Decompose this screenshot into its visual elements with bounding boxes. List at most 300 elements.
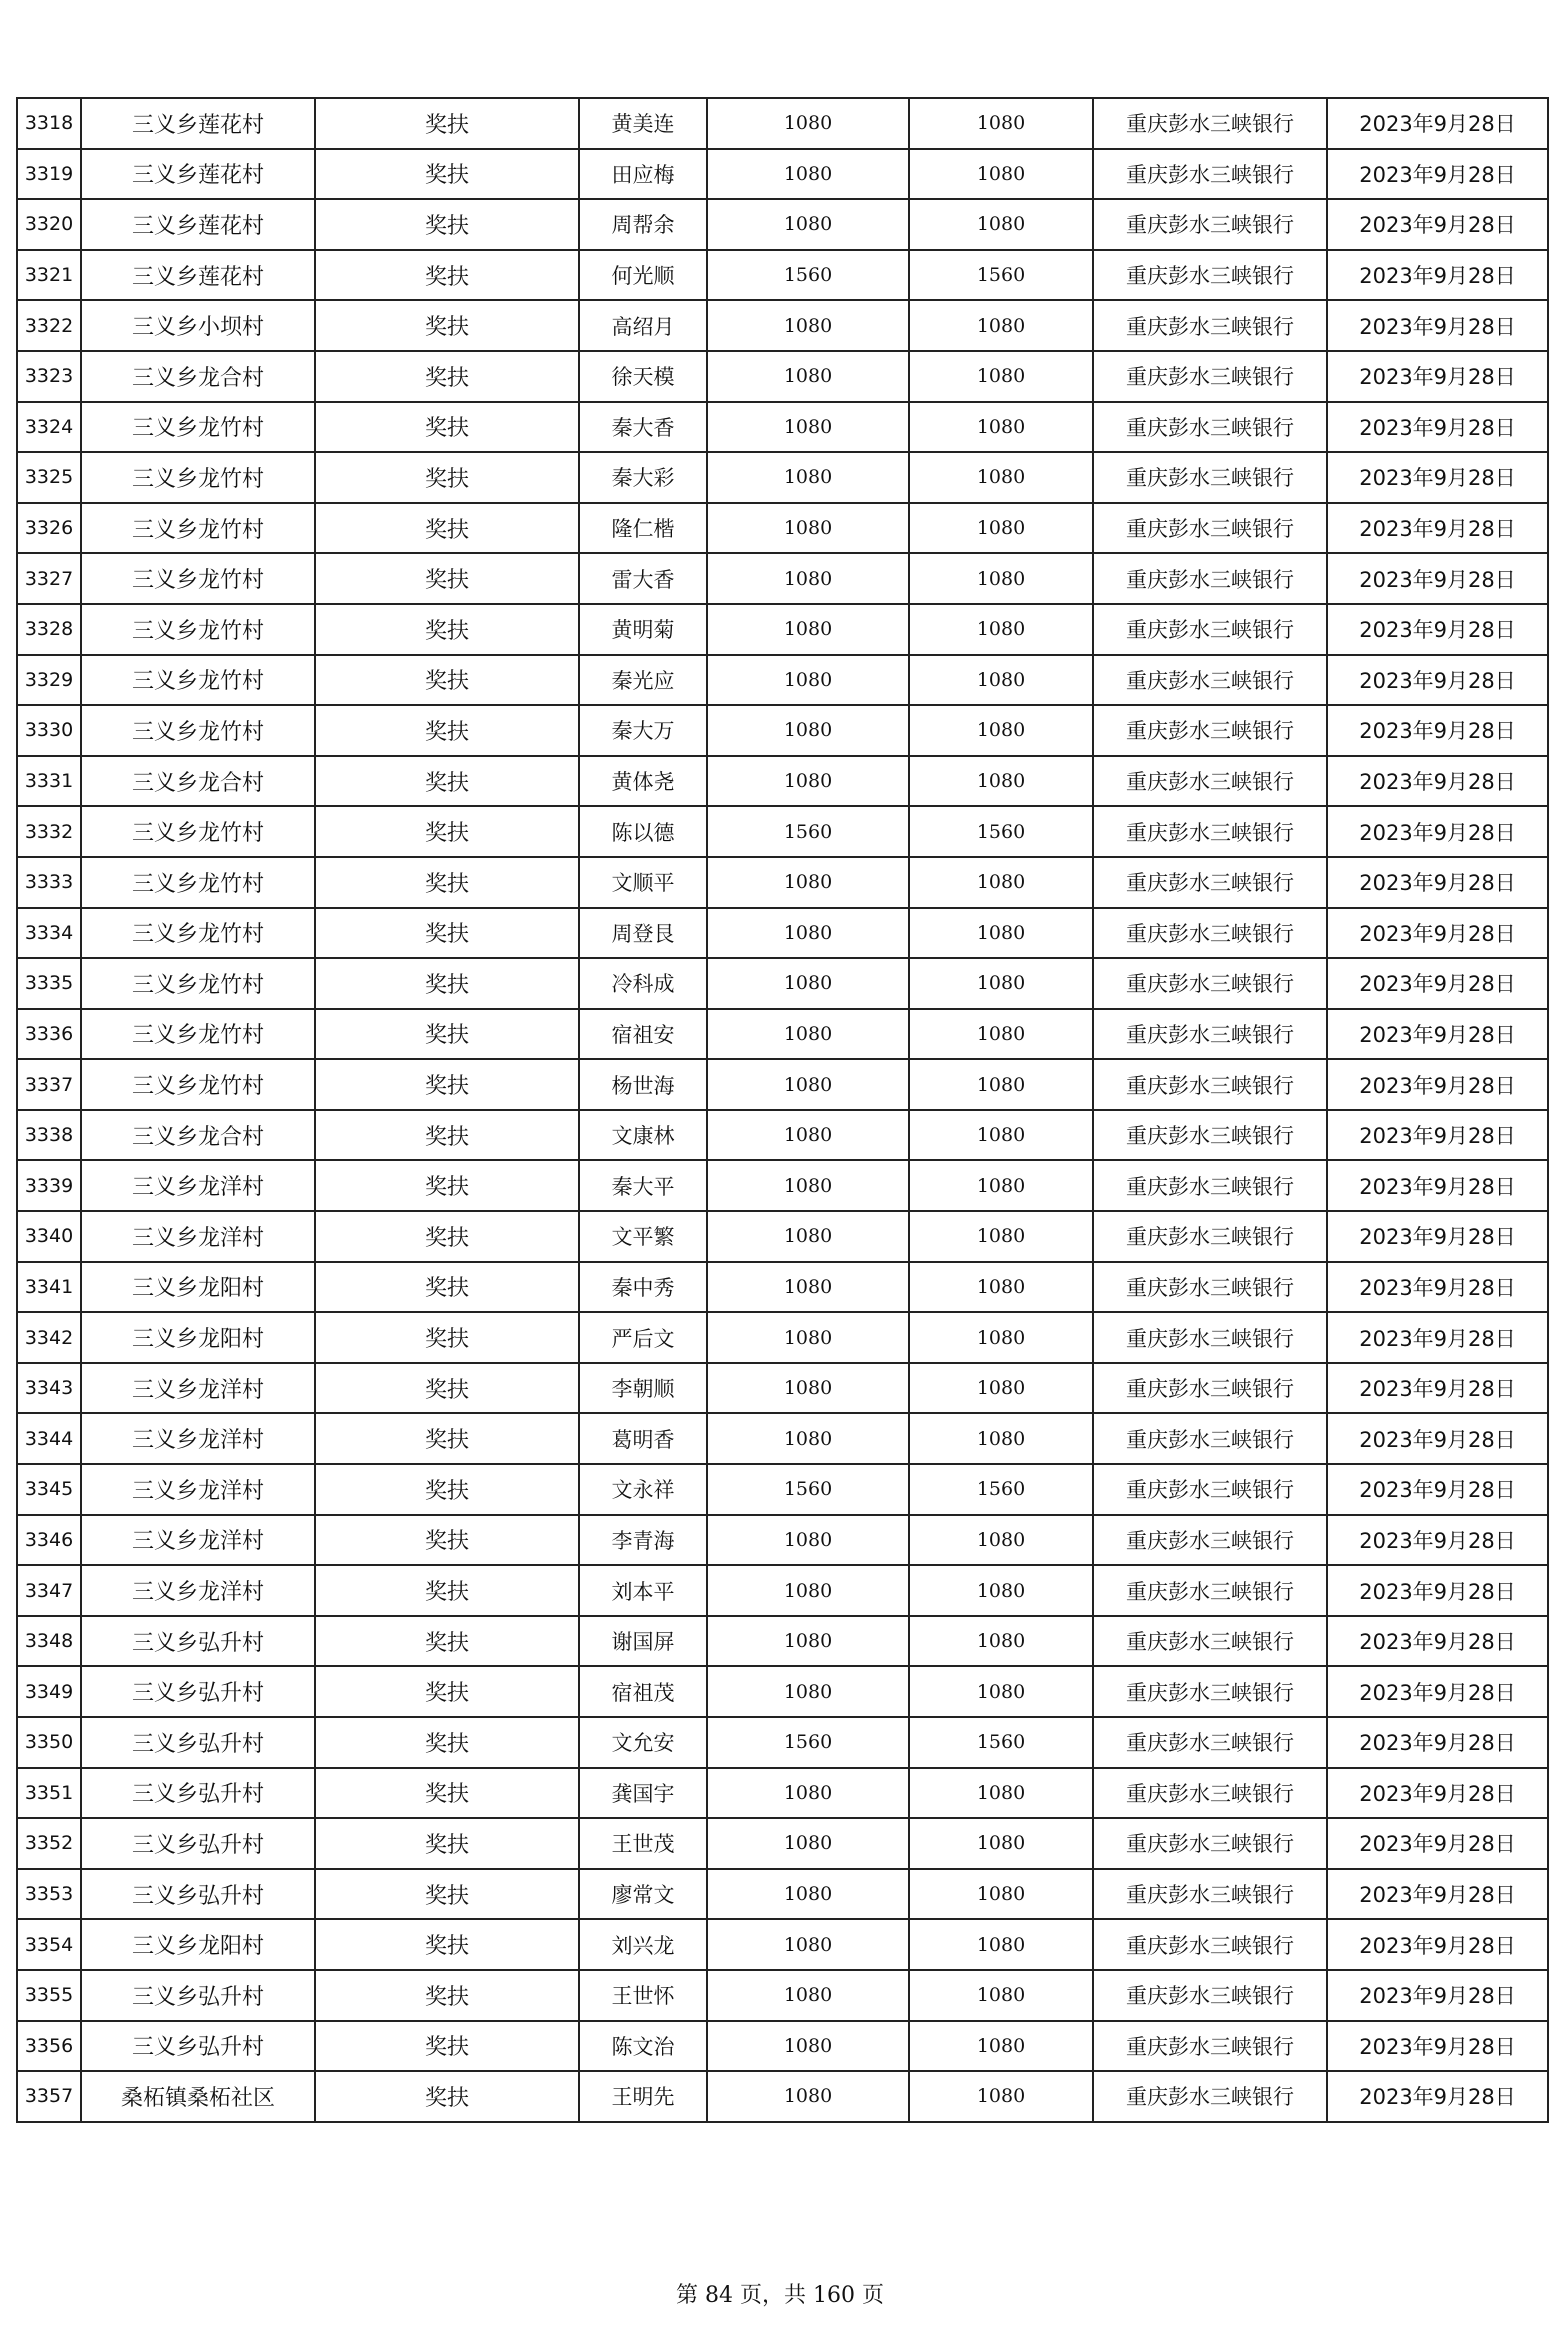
village-cell: 三义乡龙竹村 [81,503,315,554]
amount-cell: 1080 [707,1312,909,1363]
recipient-name-cell: 王世怀 [579,1970,707,2021]
amount-cell: 1080 [707,1869,909,1920]
subsidy-type-cell: 奖扶 [315,98,579,149]
village-cell: 三义乡龙阳村 [81,1919,315,1970]
bank-cell: 重庆彭水三峡银行 [1093,1160,1327,1211]
amount-cell: 1560 [707,250,909,301]
bank-cell: 重庆彭水三峡银行 [1093,1009,1327,1060]
payment-date-cell: 2023年9月28日 [1327,553,1548,604]
recipient-name-cell: 刘本平 [579,1565,707,1616]
record-number-cell: 3335 [17,958,81,1009]
subsidy-type-cell: 奖扶 [315,1919,579,1970]
recipient-name-cell: 黄体尧 [579,756,707,807]
subsidy-type-cell: 奖扶 [315,553,579,604]
village-cell: 三义乡龙洋村 [81,1565,315,1616]
record-number-cell: 3357 [17,2071,81,2122]
amount-cell: 1080 [707,2021,909,2072]
bank-cell: 重庆彭水三峡银行 [1093,806,1327,857]
payment-date-cell: 2023年9月28日 [1327,402,1548,453]
table-row [17,402,1548,453]
recipient-name-cell: 宿祖安 [579,1009,707,1060]
subsidy-type-cell: 奖扶 [315,1869,579,1920]
recipient-name-cell: 秦大香 [579,402,707,453]
subsidy-type-cell: 奖扶 [315,452,579,503]
recipient-name-cell: 宿祖茂 [579,1666,707,1717]
record-number-cell: 3323 [17,351,81,402]
village-cell: 桑柘镇桑柘社区 [81,2071,315,2122]
payment-date-cell: 2023年9月28日 [1327,1666,1548,1717]
subsidy-type-cell: 奖扶 [315,1616,579,1667]
record-number-cell: 3328 [17,604,81,655]
bank-cell: 重庆彭水三峡银行 [1093,1110,1327,1161]
payment-date-cell: 2023年9月28日 [1327,300,1548,351]
table-row [17,1211,1548,1262]
subsidy-type-cell: 奖扶 [315,1009,579,1060]
village-cell: 三义乡龙合村 [81,351,315,402]
recipient-name-cell: 龚国宇 [579,1768,707,1819]
paid-amount-cell: 1080 [909,958,1093,1009]
subsidy-type-cell: 奖扶 [315,1818,579,1869]
bank-cell: 重庆彭水三峡银行 [1093,1818,1327,1869]
recipient-name-cell: 高绍月 [579,300,707,351]
payment-date-cell: 2023年9月28日 [1327,908,1548,959]
subsidy-type-cell: 奖扶 [315,300,579,351]
village-cell: 三义乡莲花村 [81,199,315,250]
amount-cell: 1080 [707,452,909,503]
amount-cell: 1080 [707,1059,909,1110]
recipient-name-cell: 陈文治 [579,2021,707,2072]
recipient-name-cell: 王世茂 [579,1818,707,1869]
paid-amount-cell: 1080 [909,300,1093,351]
subsidy-type-cell: 奖扶 [315,149,579,200]
subsidy-type-cell: 奖扶 [315,2071,579,2122]
recipient-name-cell: 田应梅 [579,149,707,200]
recipient-name-cell: 秦中秀 [579,1262,707,1313]
record-number-cell: 3351 [17,1768,81,1819]
bank-cell: 重庆彭水三峡银行 [1093,1312,1327,1363]
paid-amount-cell: 1080 [909,908,1093,959]
record-number-cell: 3338 [17,1110,81,1161]
village-cell: 三义乡小坝村 [81,300,315,351]
subsidy-type-cell: 奖扶 [315,351,579,402]
subsidy-type-cell: 奖扶 [315,1110,579,1161]
amount-cell: 1080 [707,604,909,655]
record-number-cell: 3333 [17,857,81,908]
bank-cell: 重庆彭水三峡银行 [1093,604,1327,655]
recipient-name-cell: 秦光应 [579,655,707,706]
record-number-cell: 3345 [17,1464,81,1515]
village-cell: 三义乡龙洋村 [81,1515,315,1566]
village-cell: 三义乡龙竹村 [81,604,315,655]
amount-cell: 1080 [707,1413,909,1464]
bank-cell: 重庆彭水三峡银行 [1093,250,1327,301]
recipient-name-cell: 秦大万 [579,705,707,756]
recipient-name-cell: 谢国屏 [579,1616,707,1667]
table-row [17,149,1548,200]
amount-cell: 1080 [707,1919,909,1970]
bank-cell: 重庆彭水三峡银行 [1093,1919,1327,1970]
subsidy-type-cell: 奖扶 [315,1666,579,1717]
table-row [17,655,1548,706]
record-number-cell: 3349 [17,1666,81,1717]
amount-cell: 1080 [707,1768,909,1819]
village-cell: 三义乡龙竹村 [81,705,315,756]
amount-cell: 1080 [707,1363,909,1414]
subsidy-type-cell: 奖扶 [315,806,579,857]
subsidy-type-cell: 奖扶 [315,1413,579,1464]
subsidy-type-cell: 奖扶 [315,1059,579,1110]
recipient-name-cell: 秦大彩 [579,452,707,503]
village-cell: 三义乡弘升村 [81,1970,315,2021]
paid-amount-cell: 1080 [909,98,1093,149]
amount-cell: 1080 [707,705,909,756]
paid-amount-cell: 1080 [909,655,1093,706]
bank-cell: 重庆彭水三峡银行 [1093,199,1327,250]
paid-amount-cell: 1080 [909,1110,1093,1161]
recipient-name-cell: 王明先 [579,2071,707,2122]
table-row [17,958,1548,1009]
record-number-cell: 3344 [17,1413,81,1464]
payment-date-cell: 2023年9月28日 [1327,958,1548,1009]
payment-date-cell: 2023年9月28日 [1327,655,1548,706]
village-cell: 三义乡弘升村 [81,1666,315,1717]
paid-amount-cell: 1080 [909,1515,1093,1566]
bank-cell: 重庆彭水三峡银行 [1093,1464,1327,1515]
table-row [17,1363,1548,1414]
bank-cell: 重庆彭水三峡银行 [1093,300,1327,351]
table-row [17,553,1548,604]
paid-amount-cell: 1080 [909,452,1093,503]
table-row [17,1616,1548,1667]
paid-amount-cell: 1080 [909,1312,1093,1363]
table-row [17,1009,1548,1060]
payment-date-cell: 2023年9月28日 [1327,857,1548,908]
payment-date-cell: 2023年9月28日 [1327,1312,1548,1363]
roster-table [16,97,1549,2123]
record-number-cell: 3353 [17,1869,81,1920]
payment-date-cell: 2023年9月28日 [1327,98,1548,149]
recipient-name-cell: 文平繁 [579,1211,707,1262]
village-cell: 三义乡龙竹村 [81,958,315,1009]
recipient-name-cell: 文允安 [579,1717,707,1768]
bank-cell: 重庆彭水三峡银行 [1093,655,1327,706]
table-row [17,705,1548,756]
village-cell: 三义乡龙洋村 [81,1464,315,1515]
table-row [17,199,1548,250]
payment-date-cell: 2023年9月28日 [1327,1515,1548,1566]
amount-cell: 1080 [707,1616,909,1667]
payment-date-cell: 2023年9月28日 [1327,199,1548,250]
amount-cell: 1560 [707,1717,909,1768]
record-number-cell: 3343 [17,1363,81,1414]
bank-cell: 重庆彭水三峡银行 [1093,402,1327,453]
payment-date-cell: 2023年9月28日 [1327,1464,1548,1515]
subsidy-type-cell: 奖扶 [315,1717,579,1768]
paid-amount-cell: 1080 [909,1059,1093,1110]
paid-amount-cell: 1080 [909,2071,1093,2122]
paid-amount-cell: 1080 [909,705,1093,756]
paid-amount-cell: 1080 [909,2021,1093,2072]
subsidy-type-cell: 奖扶 [315,1211,579,1262]
paid-amount-cell: 1080 [909,1009,1093,1060]
paid-amount-cell: 1080 [909,1666,1093,1717]
record-number-cell: 3348 [17,1616,81,1667]
paid-amount-cell: 1080 [909,1363,1093,1414]
record-number-cell: 3342 [17,1312,81,1363]
bank-cell: 重庆彭水三峡银行 [1093,351,1327,402]
recipient-name-cell: 周登艮 [579,908,707,959]
village-cell: 三义乡龙竹村 [81,908,315,959]
payment-date-cell: 2023年9月28日 [1327,1869,1548,1920]
recipient-name-cell: 隆仁楷 [579,503,707,554]
bank-cell: 重庆彭水三峡银行 [1093,958,1327,1009]
bank-cell: 重庆彭水三峡银行 [1093,1565,1327,1616]
village-cell: 三义乡龙洋村 [81,1413,315,1464]
amount-cell: 1080 [707,351,909,402]
bank-cell: 重庆彭水三峡银行 [1093,756,1327,807]
record-number-cell: 3319 [17,149,81,200]
amount-cell: 1080 [707,1515,909,1566]
page-footer: 第 84 页，共 160 页 [676,2283,884,2308]
paid-amount-cell: 1080 [909,351,1093,402]
record-number-cell: 3339 [17,1160,81,1211]
amount-cell: 1080 [707,1666,909,1717]
village-cell: 三义乡龙竹村 [81,806,315,857]
paid-amount-cell: 1080 [909,604,1093,655]
paid-amount-cell: 1080 [909,503,1093,554]
paid-amount-cell: 1080 [909,199,1093,250]
payment-date-cell: 2023年9月28日 [1327,250,1548,301]
recipient-name-cell: 葛明香 [579,1413,707,1464]
record-number-cell: 3332 [17,806,81,857]
payment-date-cell: 2023年9月28日 [1327,1919,1548,1970]
recipient-name-cell: 刘兴龙 [579,1919,707,1970]
village-cell: 三义乡龙竹村 [81,1059,315,1110]
payment-date-cell: 2023年9月28日 [1327,756,1548,807]
table-row [17,1666,1548,1717]
village-cell: 三义乡弘升村 [81,2021,315,2072]
bank-cell: 重庆彭水三峡银行 [1093,1970,1327,2021]
bank-cell: 重庆彭水三峡银行 [1093,1768,1327,1819]
amount-cell: 1080 [707,2071,909,2122]
paid-amount-cell: 1080 [909,149,1093,200]
village-cell: 三义乡龙竹村 [81,553,315,604]
recipient-name-cell: 文康林 [579,1110,707,1161]
paid-amount-cell: 1080 [909,857,1093,908]
table-row [17,1869,1548,1920]
subsidy-type-cell: 奖扶 [315,1262,579,1313]
bank-cell: 重庆彭水三峡银行 [1093,1616,1327,1667]
recipient-name-cell: 冷科成 [579,958,707,1009]
amount-cell: 1080 [707,300,909,351]
recipient-name-cell: 杨世海 [579,1059,707,1110]
table-row [17,300,1548,351]
table-row [17,1565,1548,1616]
paid-amount-cell: 1560 [909,1717,1093,1768]
record-number-cell: 3352 [17,1818,81,1869]
amount-cell: 1080 [707,756,909,807]
subsidy-type-cell: 奖扶 [315,604,579,655]
bank-cell: 重庆彭水三峡银行 [1093,1413,1327,1464]
table-row [17,1059,1548,1110]
paid-amount-cell: 1080 [909,1919,1093,1970]
payment-date-cell: 2023年9月28日 [1327,806,1548,857]
record-number-cell: 3336 [17,1009,81,1060]
payment-date-cell: 2023年9月28日 [1327,1616,1548,1667]
record-number-cell: 3334 [17,908,81,959]
village-cell: 三义乡弘升村 [81,1768,315,1819]
table-row [17,1262,1548,1313]
paid-amount-cell: 1080 [909,1413,1093,1464]
recipient-name-cell: 黄明菊 [579,604,707,655]
bank-cell: 重庆彭水三峡银行 [1093,908,1327,959]
subsidy-type-cell: 奖扶 [315,655,579,706]
bank-cell: 重庆彭水三峡银行 [1093,1869,1327,1920]
table-row [17,1312,1548,1363]
bank-cell: 重庆彭水三峡银行 [1093,1666,1327,1717]
amount-cell: 1080 [707,655,909,706]
table-row [17,2021,1548,2072]
village-cell: 三义乡龙洋村 [81,1211,315,1262]
table-row [17,1970,1548,2021]
record-number-cell: 3356 [17,2021,81,2072]
bank-cell: 重庆彭水三峡银行 [1093,452,1327,503]
record-number-cell: 3346 [17,1515,81,1566]
record-number-cell: 3322 [17,300,81,351]
paid-amount-cell: 1080 [909,1616,1093,1667]
bank-cell: 重庆彭水三峡银行 [1093,553,1327,604]
record-number-cell: 3340 [17,1211,81,1262]
amount-cell: 1080 [707,1211,909,1262]
subsidy-type-cell: 奖扶 [315,402,579,453]
bank-cell: 重庆彭水三峡银行 [1093,1515,1327,1566]
table-row [17,452,1548,503]
recipient-name-cell: 陈以德 [579,806,707,857]
table-row [17,806,1548,857]
village-cell: 三义乡弘升村 [81,1818,315,1869]
record-number-cell: 3324 [17,402,81,453]
village-cell: 三义乡龙阳村 [81,1262,315,1313]
subsidy-type-cell: 奖扶 [315,250,579,301]
paid-amount-cell: 1080 [909,1869,1093,1920]
payment-date-cell: 2023年9月28日 [1327,1363,1548,1414]
paid-amount-cell: 1080 [909,1768,1093,1819]
village-cell: 三义乡龙阳村 [81,1312,315,1363]
record-number-cell: 3327 [17,553,81,604]
table-row [17,908,1548,959]
table-row [17,98,1548,149]
village-cell: 三义乡莲花村 [81,98,315,149]
bank-cell: 重庆彭水三峡银行 [1093,1059,1327,1110]
village-cell: 三义乡龙竹村 [81,857,315,908]
village-cell: 三义乡龙竹村 [81,452,315,503]
paid-amount-cell: 1080 [909,756,1093,807]
subsidy-type-cell: 奖扶 [315,1464,579,1515]
subsidy-type-cell: 奖扶 [315,1970,579,2021]
payment-date-cell: 2023年9月28日 [1327,705,1548,756]
record-number-cell: 3350 [17,1717,81,1768]
payment-date-cell: 2023年9月28日 [1327,503,1548,554]
record-number-cell: 3318 [17,98,81,149]
payment-date-cell: 2023年9月28日 [1327,1565,1548,1616]
amount-cell: 1080 [707,199,909,250]
table-row [17,1919,1548,1970]
village-cell: 三义乡龙竹村 [81,402,315,453]
table-row [17,756,1548,807]
record-number-cell: 3321 [17,250,81,301]
payment-date-cell: 2023年9月28日 [1327,1059,1548,1110]
payment-date-cell: 2023年9月28日 [1327,2071,1548,2122]
record-number-cell: 3325 [17,452,81,503]
payment-date-cell: 2023年9月28日 [1327,1110,1548,1161]
roster-sheet [16,97,1547,2123]
recipient-name-cell: 廖常文 [579,1869,707,1920]
payment-date-cell: 2023年9月28日 [1327,1768,1548,1819]
recipient-name-cell: 文永祥 [579,1464,707,1515]
village-cell: 三义乡龙竹村 [81,655,315,706]
subsidy-type-cell: 奖扶 [315,1312,579,1363]
bank-cell: 重庆彭水三峡银行 [1093,1211,1327,1262]
subsidy-type-cell: 奖扶 [315,2021,579,2072]
recipient-name-cell: 黄美连 [579,98,707,149]
table-row [17,1818,1548,1869]
payment-date-cell: 2023年9月28日 [1327,452,1548,503]
record-number-cell: 3341 [17,1262,81,1313]
table-row [17,857,1548,908]
recipient-name-cell: 文顺平 [579,857,707,908]
record-number-cell: 3330 [17,705,81,756]
subsidy-type-cell: 奖扶 [315,503,579,554]
record-number-cell: 3347 [17,1565,81,1616]
paid-amount-cell: 1080 [909,553,1093,604]
subsidy-type-cell: 奖扶 [315,199,579,250]
amount-cell: 1080 [707,1262,909,1313]
subsidy-type-cell: 奖扶 [315,1768,579,1819]
recipient-name-cell: 徐天模 [579,351,707,402]
subsidy-type-cell: 奖扶 [315,1363,579,1414]
subsidy-type-cell: 奖扶 [315,958,579,1009]
payment-date-cell: 2023年9月28日 [1327,1211,1548,1262]
table-row [17,250,1548,301]
record-number-cell: 3331 [17,756,81,807]
subsidy-type-cell: 奖扶 [315,1565,579,1616]
table-row [17,2071,1548,2122]
record-number-cell: 3355 [17,1970,81,2021]
bank-cell: 重庆彭水三峡银行 [1093,2021,1327,2072]
recipient-name-cell: 周帮余 [579,199,707,250]
paid-amount-cell: 1080 [909,1565,1093,1616]
recipient-name-cell: 秦大平 [579,1160,707,1211]
payment-date-cell: 2023年9月28日 [1327,1717,1548,1768]
subsidy-type-cell: 奖扶 [315,756,579,807]
village-cell: 三义乡弘升村 [81,1869,315,1920]
village-cell: 三义乡莲花村 [81,250,315,301]
amount-cell: 1080 [707,1009,909,1060]
bank-cell: 重庆彭水三峡银行 [1093,1262,1327,1313]
table-row [17,1464,1548,1515]
payment-date-cell: 2023年9月28日 [1327,1262,1548,1313]
amount-cell: 1080 [707,857,909,908]
paid-amount-cell: 1080 [909,402,1093,453]
table-row [17,1413,1548,1464]
subsidy-type-cell: 奖扶 [315,1515,579,1566]
payment-date-cell: 2023年9月28日 [1327,1413,1548,1464]
bank-cell: 重庆彭水三峡银行 [1093,1717,1327,1768]
amount-cell: 1080 [707,958,909,1009]
village-cell: 三义乡龙合村 [81,1110,315,1161]
table-row [17,604,1548,655]
amount-cell: 1080 [707,1818,909,1869]
